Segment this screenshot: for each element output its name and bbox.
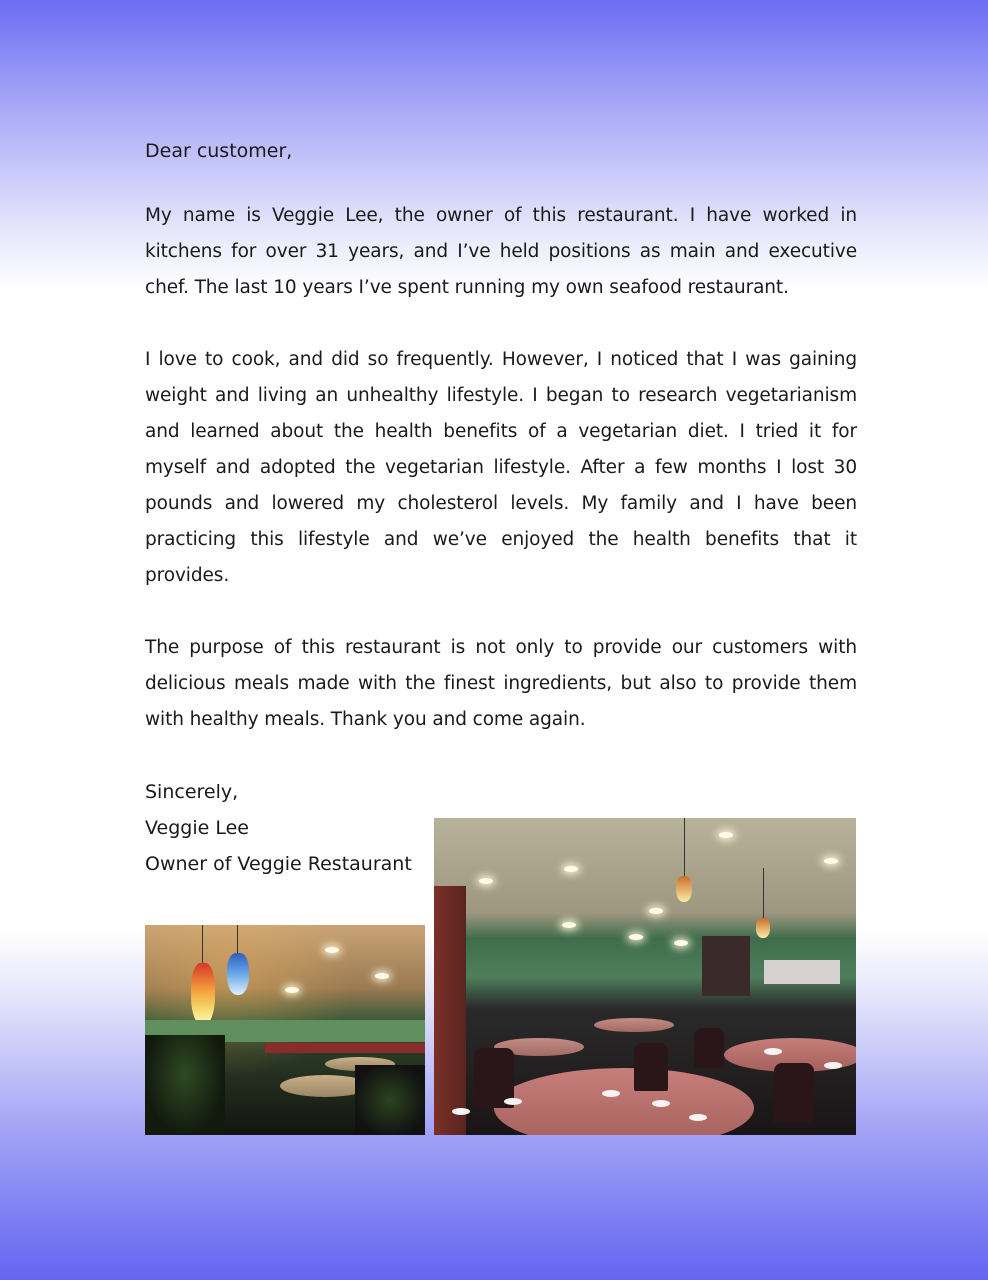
paragraph-purpose: The purpose of this restaurant is not only to provide our customers with delicious meals made with the finest ingredients, but also to provide them with healthy meals. Thank you and come again.: [145, 637, 857, 730]
pendant-wire: [237, 925, 238, 953]
plate: [652, 1100, 670, 1107]
wall-painting: [764, 960, 840, 984]
restaurant-photo-small: [145, 925, 425, 1135]
plate: [689, 1114, 707, 1121]
signature-title: Owner of Veggie Restaurant: [145, 853, 412, 875]
pendant-wire: [684, 818, 685, 878]
pendant-lamp: [756, 918, 770, 938]
ceiling-light: [649, 908, 663, 914]
ceiling-light: [719, 832, 733, 838]
pendant-lamp-orange: [191, 963, 215, 1025]
chandelier-light: [629, 934, 643, 940]
plate: [602, 1090, 620, 1097]
chair: [634, 1043, 668, 1091]
plate: [504, 1098, 522, 1105]
wall-trim: [265, 1043, 425, 1053]
restaurant-photo-large: [434, 818, 856, 1135]
ceiling-light: [325, 947, 339, 953]
service-station: [702, 936, 750, 996]
chandelier-light: [674, 940, 688, 946]
closing: Sincerely,: [145, 781, 239, 803]
plant-foliage: [145, 1035, 225, 1135]
dining-table: [594, 1018, 674, 1032]
plant-foliage: [355, 1065, 425, 1135]
ceiling-light: [564, 866, 578, 872]
chandelier-light: [562, 922, 576, 928]
column: [434, 886, 466, 1135]
pendant-lamp: [676, 876, 692, 902]
greeting: Dear customer,: [145, 140, 293, 162]
chair: [694, 1028, 724, 1068]
ceiling-light: [375, 973, 389, 979]
letter-body: [145, 136, 857, 882]
plate: [452, 1108, 470, 1115]
plate: [824, 1062, 842, 1069]
paragraph-lifestyle: I love to cook, and did so frequently. However, I noticed that I was gaining weight and living an unhealthy lifestyle. I began to research vegetarianism and learned about the health benefits of a vegetarian diet. I tried it for myself and adopted the vegetarian lifestyle. After a few months I lost 30 pounds and lowered my cholesterol levels. My family and I have been practicing this lifestyle and we’ve enjoyed the health benefits that it provides.: [145, 349, 857, 586]
pendant-lamp-blue: [227, 953, 249, 995]
ceiling-light: [479, 878, 493, 884]
dining-table-front: [494, 1068, 754, 1135]
pendant-wire: [202, 925, 203, 965]
plate: [764, 1048, 782, 1055]
signature-name: Veggie Lee: [145, 817, 249, 839]
ceiling-light: [285, 987, 299, 993]
ceiling-light: [824, 858, 838, 864]
pendant-wire: [763, 868, 764, 920]
paragraph-intro: My name is Veggie Lee, the owner of this restaurant. I have worked in kitchens for over 31 years, and I’ve held positions as main and executive chef. The last 10 years I’ve spent running my own seafood restaurant.: [145, 205, 857, 298]
chair: [774, 1063, 814, 1123]
